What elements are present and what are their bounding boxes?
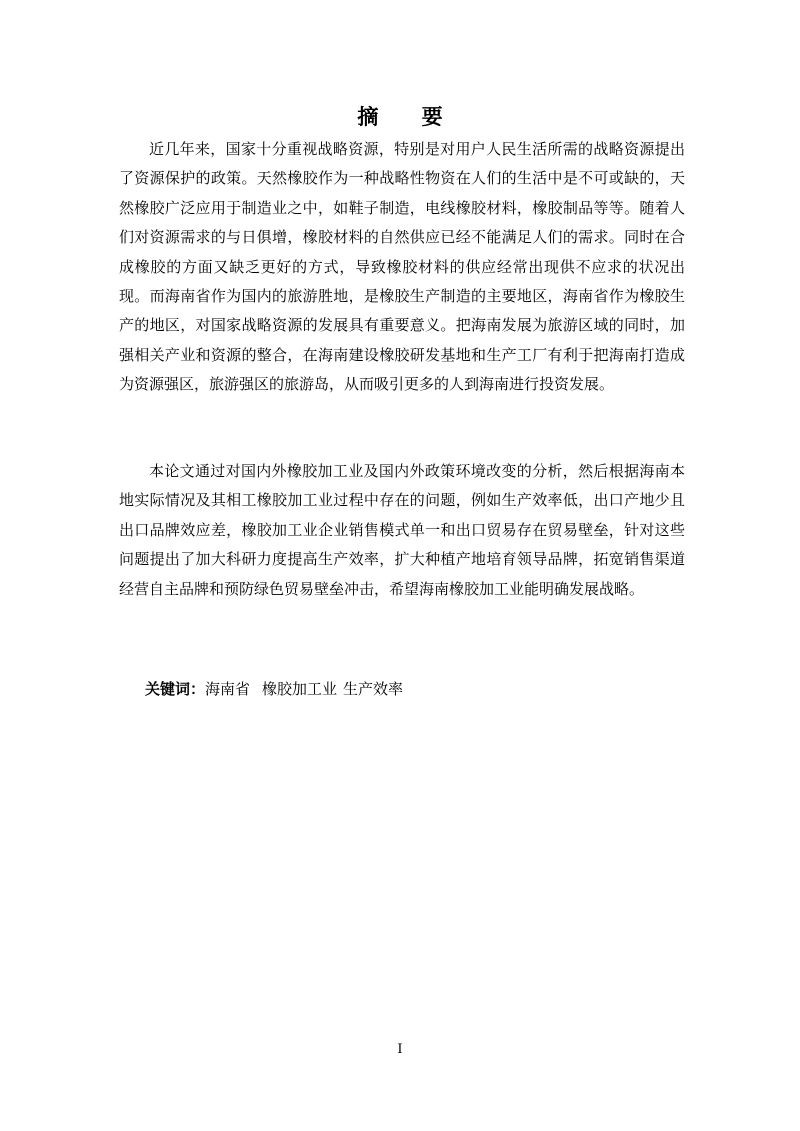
keywords-line — [145, 677, 403, 701]
page-number: I — [397, 1042, 403, 1057]
keywords-label: 关键词： — [145, 680, 206, 698]
abstract-paragraph-1: 近几年来，国家十分重视战略资源，特别是对用户人民生活所需的战略资源提出了资源保护的政策。天然橡胶作为一种战略性物资在人们的生活中是不可或缺的，天然橡胶广泛应用于制造业之中，如鞋子制造，电线橡胶材料，橡胶制品等等。随着人们对资源需求的与日俱增，橡胶材料的自然供应已经不能满足人们的需求。同时在合成橡胶的方面又缺乏更好的方式，导致橡胶材料的供应经常出现供不应求的状况出现。而海南省作为国内的旅游胜地，是橡胶生产制造的主要地区，海南省作为橡胶生产的地区，对国家战略资源的发展具有重要意义。把海南发展为旅游区域的同时，加强相关产业和资源的整合，在海南建设橡胶研发基地和生产工厂有利于把海南打造成为资源强区，旅游强区的旅游岛，从而吸引更多的人到海南进行投资发展。 — [119, 140, 685, 394]
keyword-item: 生产效率 — [343, 680, 404, 698]
abstract-title: 摘 要 — [357, 105, 461, 129]
keyword-item: 海南省 — [205, 680, 251, 698]
abstract-paragraph-2: 本论文通过对国内外橡胶加工业及国内外政策环境改变的分析，然后根据海南本地实际情况及其相工橡胶加工业过程中存在的问题，例如生产效率低，出口产地少且出口品牌效应差，橡胶加工业企业销售模式单一和出口贸易存在贸易壁垒，针对这些问题提出了加大科研力度提高生产效率，扩大种植产地培育领导品牌，拓宽销售渠道经营自主品牌和预防绿色贸易壁垒冲击，希望海南橡胶加工业能明确发展战略。 — [119, 462, 685, 598]
keyword-item: 橡胶加工业 — [262, 680, 338, 698]
